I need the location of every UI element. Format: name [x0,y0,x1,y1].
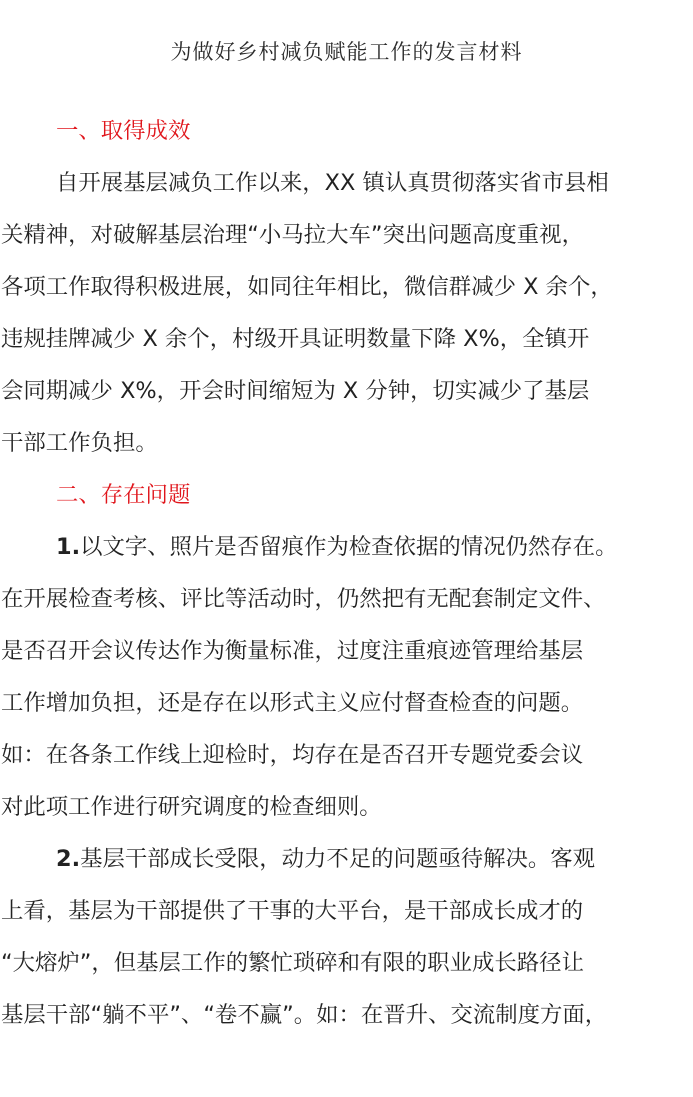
section-heading-problems: 二、存在问题 [56,482,191,508]
paragraph-line: 是否召开会议传达作为衡量标准，过度注重痕迹管理给基层 [1,638,584,664]
section-heading-achievements: 一、取得成效 [56,118,191,144]
paragraph-line: 对此项工作进行研究调度的检查细则。 [1,794,382,820]
list-item-text: 基层干部成长受限，动力不足的问题亟待解决。客观 [80,846,596,872]
paragraph-line: 在开展检查考核、评比等活动时，仍然把有无配套制定文件、 [1,586,606,612]
list-item-2-first-line [56,844,595,874]
list-item-number: 1. [56,534,81,560]
paragraph-line: 违规挂牌减少 X 余个，村级开具证明数量下降 X%，全镇开 [1,326,590,352]
paragraph-line: 自开展基层减负工作以来，XX 镇认真贯彻落实省市县相 [56,170,609,196]
document-title: 为做好乡村减负赋能工作的发言材料 [170,40,523,64]
list-item-1-first-line [56,532,617,562]
paragraph-line: 各项工作取得积极进展，如同往年相比，微信群减少 X 余个， [1,274,613,300]
paragraph-line: 基层干部“躺不平”、“卷不赢”。如：在晋升、交流制度方面， [1,1002,608,1028]
paragraph-line: 会同期减少 X%，开会时间缩短为 X 分钟，切实减少了基层 [1,378,590,404]
paragraph-line: 如：在各条工作线上迎检时，均存在是否召开专题党委会议 [1,742,584,768]
list-item-text: 以文字、照片是否留痕作为检查依据的情况仍然存在。 [80,534,618,560]
paragraph-line: 工作增加负担，还是存在以形式主义应付督查检查的问题。 [1,690,584,716]
list-item-number: 2. [56,846,81,872]
paragraph-line: 干部工作负担。 [1,430,158,456]
paragraph-line: 关精神，对破解基层治理“小马拉大车”突出问题高度重视， [1,222,584,248]
paragraph-line: 上看，基层为干部提供了干事的大平台，是干部成长成才的 [1,898,584,924]
paragraph-line: “大熔炉”，但基层工作的繁忙琐碎和有限的职业成长路径让 [1,950,584,976]
